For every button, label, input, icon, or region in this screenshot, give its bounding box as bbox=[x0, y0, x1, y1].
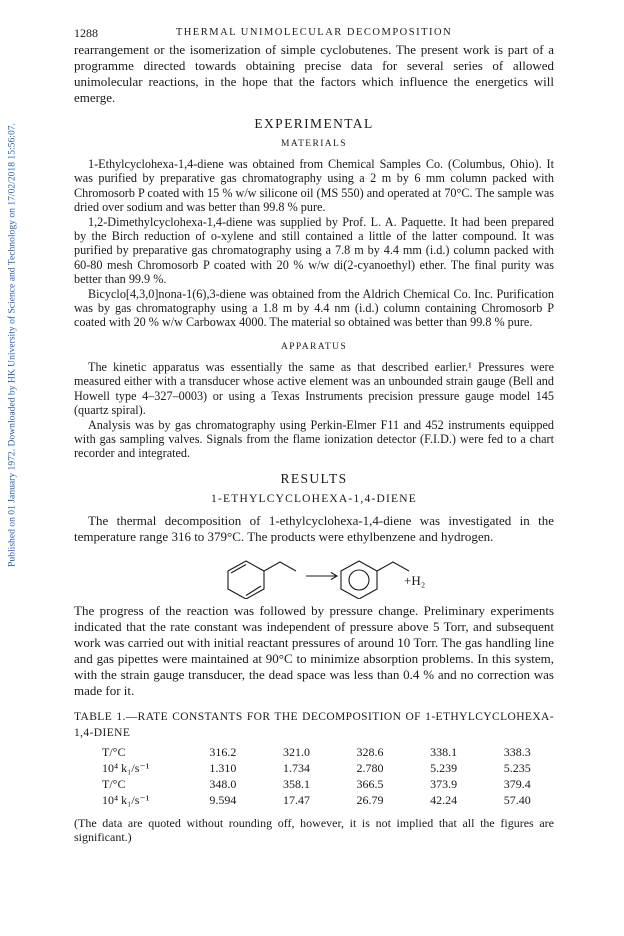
subheading-compound: 1-ETHYLCYCLOHEXA-1,4-DIENE bbox=[211, 492, 417, 505]
table-cell: 1.734 bbox=[282, 760, 310, 775]
ethyl-chain-icon bbox=[264, 562, 296, 571]
row-label: 10⁴ k₁/s⁻¹ bbox=[102, 792, 150, 807]
table-cell: 379.4 bbox=[503, 776, 531, 791]
results-paragraph: The thermal decomposition of 1-ethylcyclohexa-1,4-diene was investigated in the temperature range 316 to 379°C. The products were ethylbenzene and hydrogen. bbox=[74, 512, 554, 544]
materials-paragraph: Bicyclo[4,3,0]nona-1(6),3-diene was obtained from the Aldrich Chemical Co. Inc. Purification was by gas chromatography using a 1.8 m by 4.4 nm (i.d.) column containing Chromosorb P coated with 20 % w/w Carbowax 4000. The material so obtained was better than 99.8 % pure. bbox=[74, 286, 554, 330]
table-row bbox=[102, 744, 554, 760]
table-cell: 373.9 bbox=[430, 776, 458, 791]
running-title: THERMAL UNIMOLECULAR DECOMPOSITION bbox=[175, 27, 453, 38]
ethyl-chain-icon bbox=[377, 562, 409, 571]
table-cell: 5.235 bbox=[503, 760, 531, 775]
table-cell: 17.47 bbox=[282, 792, 310, 807]
hydrogen-product: +H₂ bbox=[404, 572, 426, 588]
materials-paragraph: 1,2-Dimethylcyclohexa-1,4-diene was supplied by Prof. L. A. Paquette. It had been prepared by the Birch reduction of o-xylene and still contained a little of the latter compound. It was purified by preparative gas chromatography using a 7.8 m by 4.4 mm (i.d.) column packed with 60-80 mesh Chromosorb P coated with 20 % w/w di(2-cyanoethyl) ether. The final purity was better than 99.9 %. bbox=[74, 214, 554, 287]
table-cell: 2.780 bbox=[356, 760, 384, 775]
table-cell: 328.6 bbox=[356, 744, 384, 759]
running-header bbox=[74, 25, 554, 42]
table-cell: 9.594 bbox=[209, 792, 237, 807]
table-note: (The data are quoted without rounding off, however, it is not implied that all the figures are significant.) bbox=[74, 815, 554, 845]
reaction-scheme bbox=[74, 551, 554, 599]
table-row bbox=[102, 760, 554, 776]
row-label: 10⁴ k₁/s⁻¹ bbox=[102, 760, 150, 775]
subheading-materials: MATERIALS bbox=[281, 139, 347, 149]
table-cell: 338.3 bbox=[503, 744, 531, 759]
table-cell: 348.0 bbox=[209, 776, 237, 791]
table-cell: 42.24 bbox=[430, 792, 458, 807]
table-cell: 358.1 bbox=[282, 776, 310, 791]
benzene-ring-icon bbox=[341, 561, 377, 599]
intro-paragraph: rearrangement or the isomerization of simple cyclobutenes. The present work is part of a programme directed towards obtaining precise data for several series of allowed unimolecular reactions, in the hope that the factors which influence the energetics will emerge. bbox=[74, 42, 554, 105]
rate-constants-table bbox=[102, 744, 554, 808]
subheading-apparatus: APPARATUS bbox=[280, 341, 348, 352]
apparatus-paragraph: The kinetic apparatus was essentially the same as that described earlier.¹ Pressures were measured either with a transducer whose active element was an unbounded strain gauge (Bell and Howell type 4–327–0003) or using a Texas Instruments precision pressure gauge model 145 (quartz spiral). bbox=[74, 359, 554, 418]
table-row bbox=[102, 792, 554, 808]
table-caption bbox=[74, 709, 554, 741]
row-label: T/°C bbox=[102, 744, 126, 759]
results-paragraph: The progress of the reaction was followed by pressure change. Preliminary experiments indicated that the rate constant was independent of pressure above 5 Torr, and subsequent work was carried out with initial reactant pressures of around 10 Torr. The gas handling line and gas pipettes were maintained at 90°C to minimize absorption problems. In this system, with the strain gauge transducer, the dead space was less than 0.4 % and no correction was made for it. bbox=[74, 602, 554, 698]
watermark-text: Published on 01 January 1972. Downloaded by HK University of Science and Technology on 17/02/2018 15:56:07. bbox=[6, 123, 18, 567]
table-cell: 5.239 bbox=[430, 760, 458, 775]
page-number: 1288 bbox=[74, 26, 98, 40]
table-row bbox=[102, 776, 554, 792]
reaction-diagram bbox=[74, 551, 554, 599]
table-cell: 366.5 bbox=[356, 776, 384, 791]
apparatus-paragraph: Analysis was by gas chromatography using Perkin-Elmer F11 and 452 instruments equipped with gas sampling valves. Signals from the flame ionization detector (F.I.D.) were fed to a chart recorder and integrated. bbox=[74, 417, 554, 461]
download-watermark bbox=[5, 90, 19, 600]
table-cell: 321.0 bbox=[282, 744, 310, 759]
section-heading-results: RESULTS bbox=[280, 470, 348, 486]
row-label: T/°C bbox=[102, 776, 126, 791]
table-title: TABLE 1.—RATE CONSTANTS FOR THE DECOMPOSITION OF 1-ETHYLCYCLOHEXA-1,4-DIENE bbox=[74, 710, 554, 739]
materials-paragraph: 1-Ethylcyclohexa-1,4-diene was obtained from Chemical Samples Co. (Columbus, Ohio). It was purified by preparative gas chromatography using a 2 m by 6 mm column packed with Chromosorb P coated with 15 % w/w silicone oil (MS 550) and operated at 70°C. The sample was dried over sodium and was better than 99.8 % pure. bbox=[74, 157, 554, 215]
table-cell: 26.79 bbox=[356, 792, 384, 807]
page-content bbox=[74, 25, 554, 845]
table-cell: 1.310 bbox=[209, 760, 237, 775]
reactant-ring-icon bbox=[228, 561, 264, 599]
table-cell: 338.1 bbox=[430, 744, 458, 759]
table-cell: 57.40 bbox=[503, 792, 531, 807]
section-heading-experimental: EXPERIMENTAL bbox=[254, 116, 374, 131]
table-cell: 316.2 bbox=[209, 744, 237, 759]
